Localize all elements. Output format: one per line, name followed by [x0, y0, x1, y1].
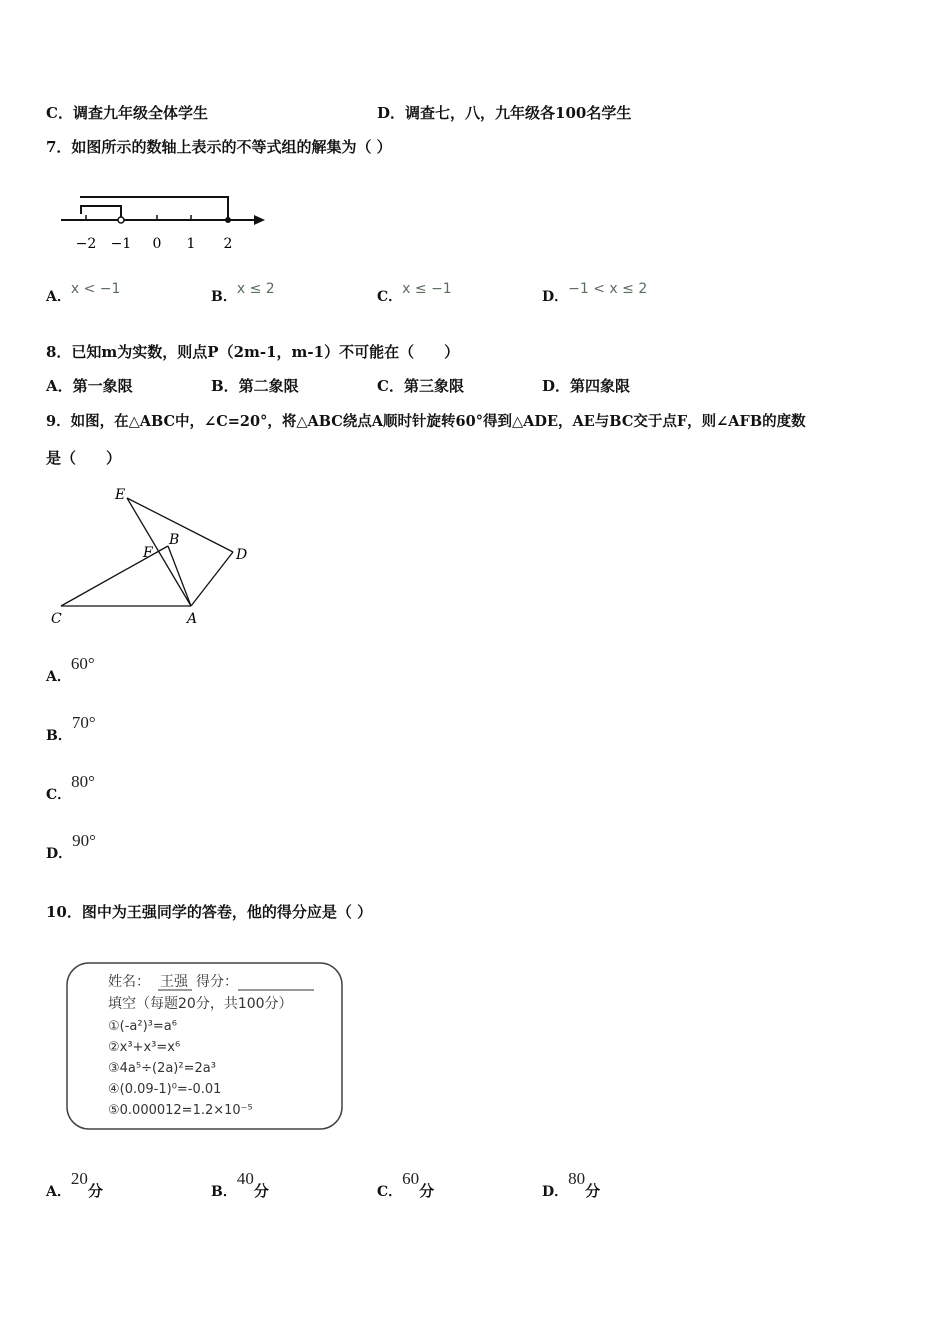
- card-item-4: ④(0.09-1)⁰=-0.01: [108, 1082, 222, 1097]
- q8-option-b: B．第二象限: [211, 377, 299, 395]
- q10-answer-card: [64, 960, 346, 1132]
- closed-dot: [225, 217, 231, 223]
- q8-option-a: A．第一象限: [46, 377, 133, 395]
- label-B: B: [169, 532, 180, 548]
- q9-option-c: C．80°: [46, 772, 95, 803]
- q10-option-c: C．60分: [377, 1169, 435, 1200]
- tick-label: 0: [152, 236, 162, 252]
- axis-arrow-icon: [254, 215, 265, 225]
- bracket-x-le-2: [80, 197, 228, 220]
- q10-option-d: D．80分: [542, 1169, 601, 1200]
- segment-BA: [168, 546, 191, 606]
- card-item-1: ①(-a²)³=a⁶: [108, 1019, 177, 1034]
- q10-option-a: A．20分: [46, 1169, 103, 1200]
- q7-option-d: D．−1 < x ≤ 2: [542, 281, 648, 305]
- q6-option-d: D．调查七，八，九年级各100名学生: [377, 104, 632, 122]
- card-name-value: 王强: [160, 974, 188, 990]
- q7-number-line: [55, 188, 275, 258]
- q7-option-b: B．x ≤ 2: [211, 281, 275, 305]
- card-item-5: ⑤0.000012=1.2×10⁻⁵: [108, 1103, 253, 1118]
- q8-stem: 8．已知m为实数，则点P（2m-1，m-1）不可能在（ ）: [46, 343, 460, 361]
- label-E: E: [115, 487, 126, 503]
- tick-label: 1: [186, 236, 196, 252]
- q10-option-b: B．40分: [211, 1169, 269, 1200]
- label-C: C: [51, 611, 62, 627]
- segment-DA: [191, 552, 233, 606]
- tick-label: 2: [223, 236, 233, 252]
- q7-stem: 7．如图所示的数轴上表示的不等式组的解集为（ ）: [46, 138, 392, 156]
- card-subtitle: 填空（每题20分，共100分）: [108, 996, 293, 1012]
- q9-option-a: A．60°: [46, 654, 95, 685]
- card-item-3: ③4a⁵÷(2a)²=2a³: [108, 1061, 216, 1076]
- q8-option-d: D．第四象限: [542, 377, 631, 395]
- card-item-2: ②x³+x³=x⁶: [108, 1040, 181, 1055]
- open-dot: [118, 217, 124, 223]
- q8-option-c: C．第三象限: [377, 377, 464, 395]
- q10-stem: 10．图中为王强同学的答卷，他的得分应是（ ）: [46, 903, 373, 921]
- q9-option-b: B．70°: [46, 713, 96, 744]
- q7-option-c: C．x ≤ −1: [377, 281, 452, 305]
- q7-option-a: A．x < −1: [46, 281, 121, 305]
- card-score-label: 得分：: [196, 974, 238, 990]
- tick-label: −2: [75, 236, 97, 252]
- label-F: F: [143, 545, 153, 561]
- q9-option-d: D．90°: [46, 831, 96, 862]
- label-A: A: [187, 611, 198, 627]
- q9-stem-line2: 是（ ）: [46, 449, 122, 467]
- card-name-label: 姓名：: [108, 974, 150, 990]
- q9-triangle-figure: [40, 480, 270, 630]
- tick-label: −1: [110, 236, 132, 252]
- q6-option-c: C．调查九年级全体学生: [46, 104, 208, 122]
- label-D: D: [236, 547, 248, 563]
- q9-stem-line1: 9．如图，在△ABC中，∠C=20°，将△ABC绕点A顺时针旋转60°得到△ADE，AE与BC交于点F，则∠AFB的度数: [46, 413, 806, 430]
- bracket-x-lt-minus1: [81, 206, 121, 220]
